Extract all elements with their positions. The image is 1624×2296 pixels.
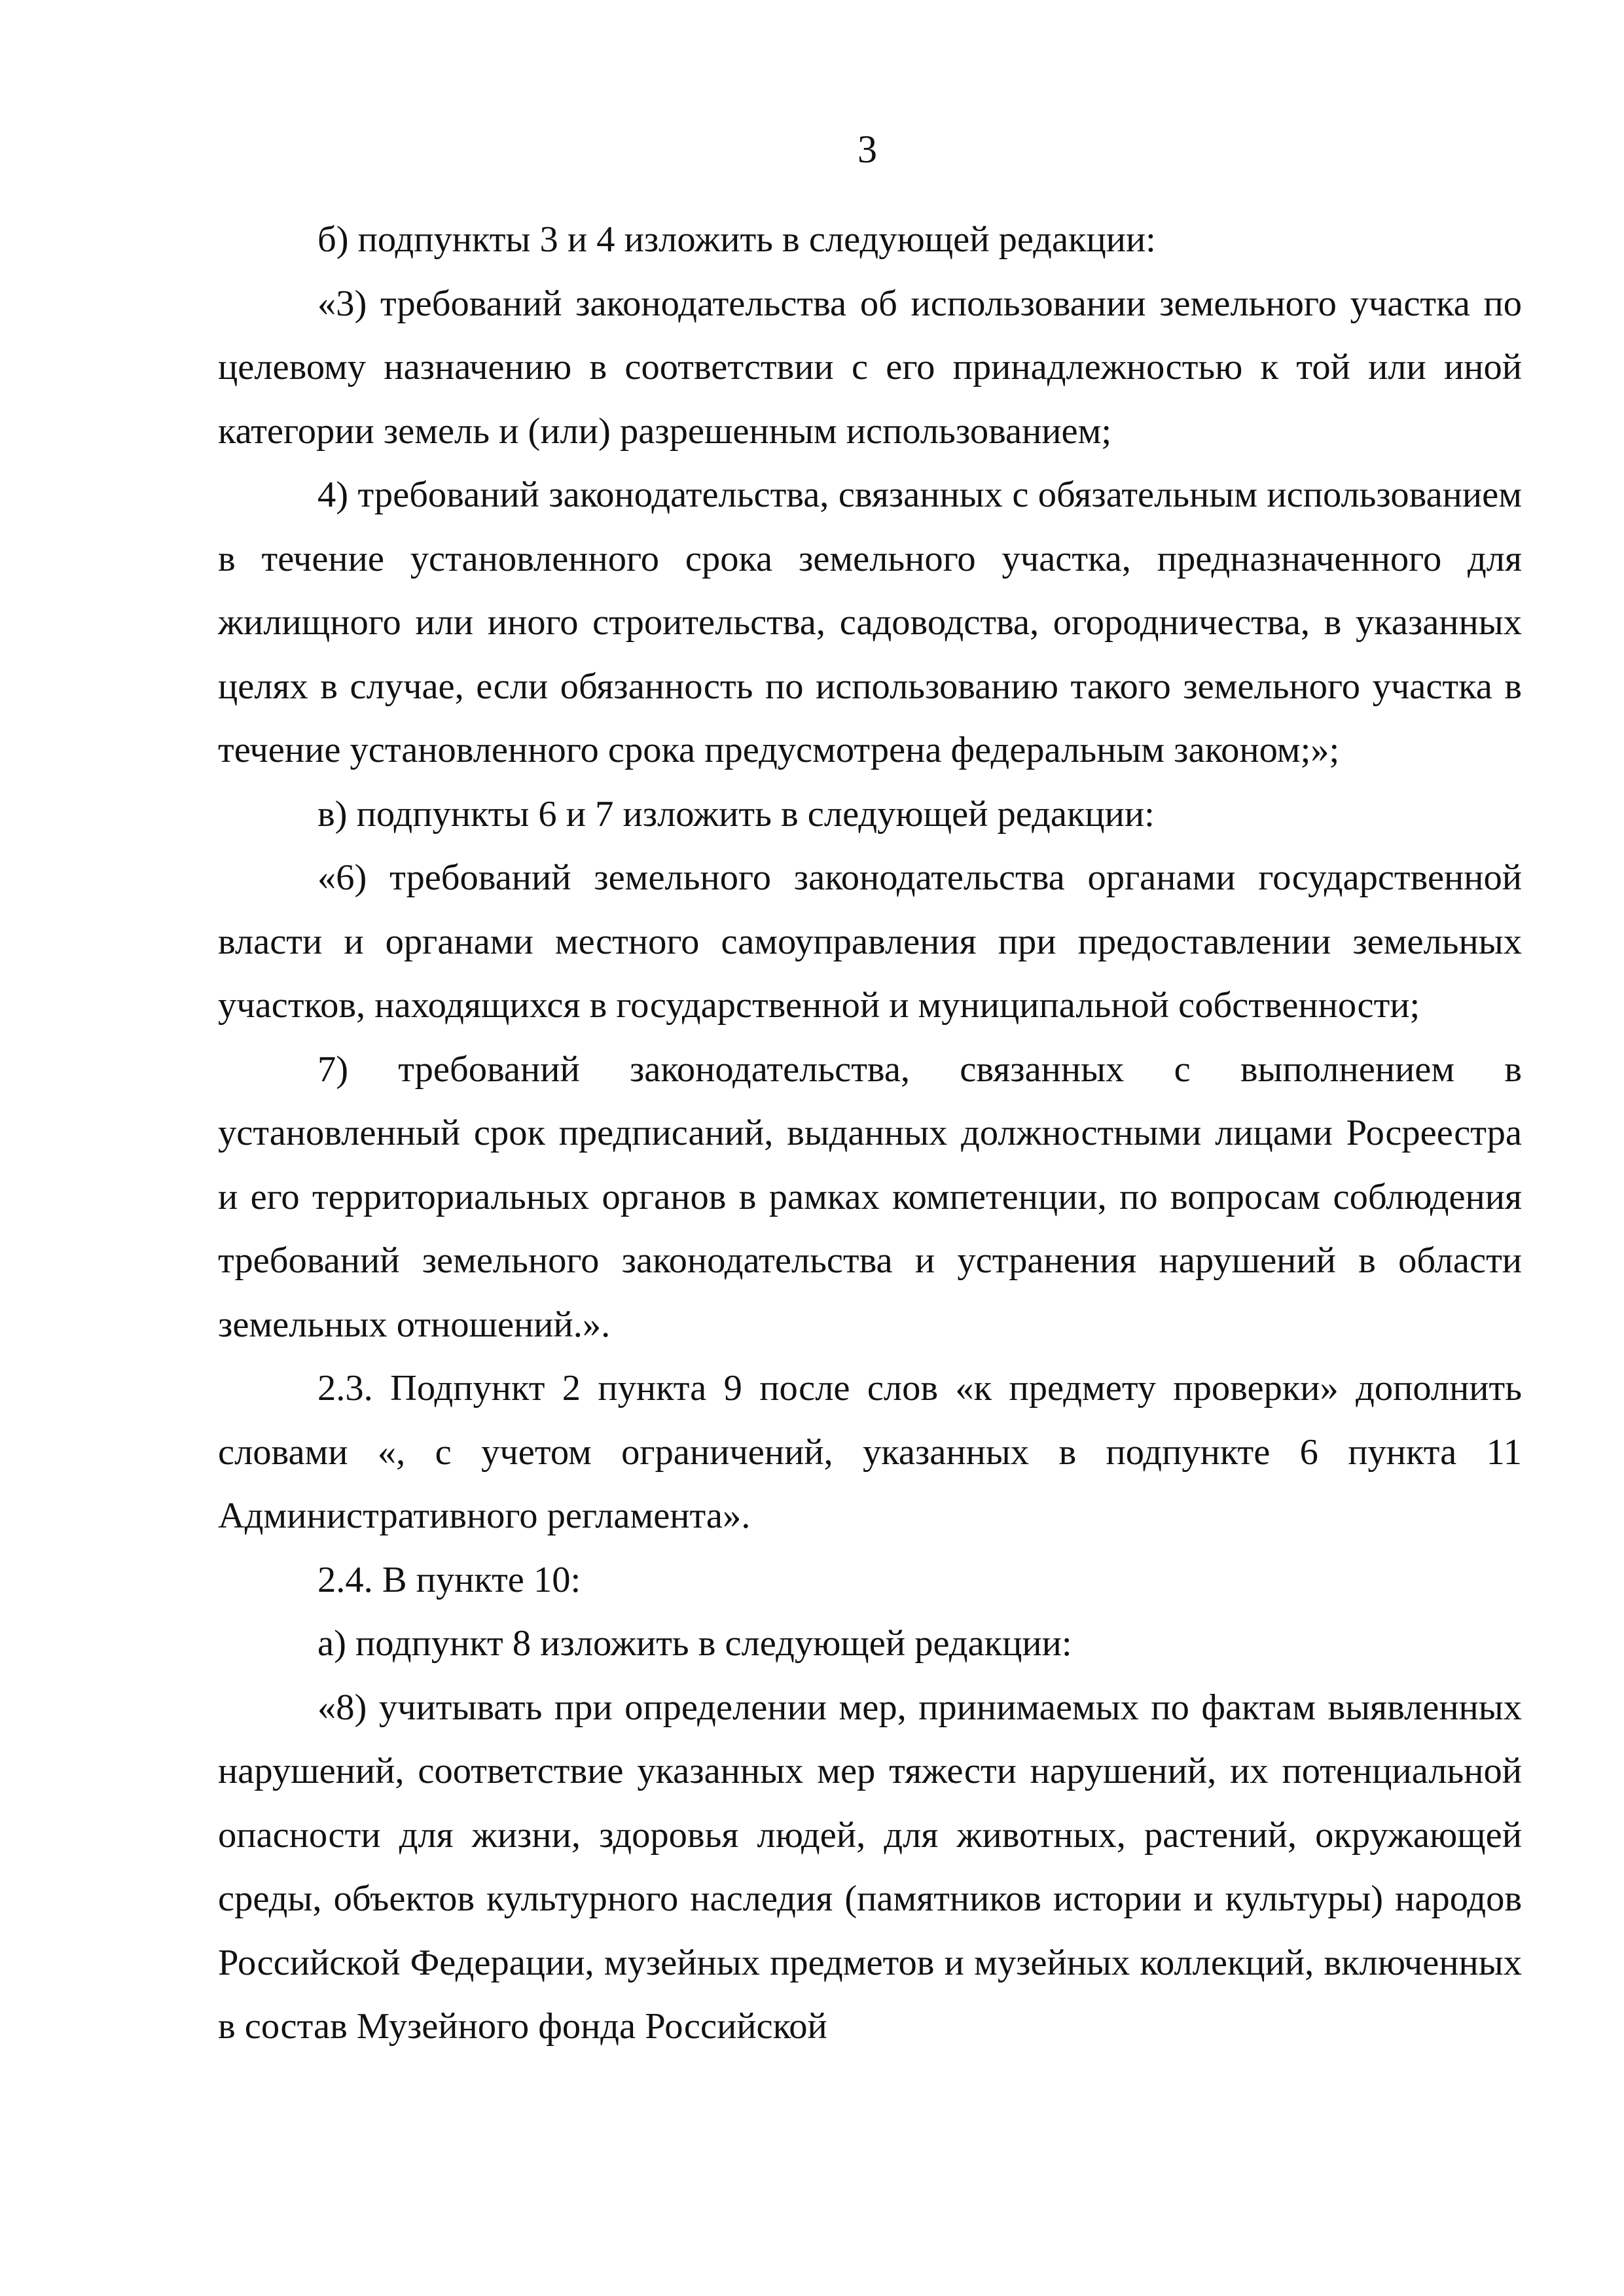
document-body: [218, 208, 1522, 2059]
paragraph-b-intro: б) подпункты 3 и 4 изложить в следующей редакции:: [317, 219, 1156, 260]
paragraph-v-intro: в) подпункты 6 и 7 изложить в следующей редакции:: [317, 793, 1155, 834]
paragraph-item-7: 7) требований законодательства, связанных с выполнением в установленный срок предписаний, выданных должностными лицами Росреестра и его территориальных органов в рамках компетенции, по вопросам соблюдения требований земельного законодательства и устранения нарушений в области земельных отношений.».: [218, 1049, 1522, 1345]
paragraph-item-4: 4) требований законодательства, связанных с обязательным использованием в течение установленного срока земельного участка, предназначенного для жилищного или иного строительства, садоводства, огородничества, в указанных целях в случае, если обязанность по использованию такого земельного участка в течение установленного срока предусмотрена федеральным законом;»;: [218, 475, 1522, 770]
page-number: 3: [857, 128, 877, 171]
paragraph-2-3: 2.3. Подпункт 2 пункта 9 после слов «к предмету проверки» дополнить словами «, с учетом ограничений, указанных в подпункте 6 пункта 11 Административного регламента».: [218, 1368, 1522, 1536]
paragraph-a-intro: а) подпункт 8 изложить в следующей редакции:: [317, 1623, 1072, 1664]
paragraph-2-4: 2.4. В пункте 10:: [317, 1559, 581, 1600]
paragraph-item-3: «3) требований законодательства об использовании земельного участка по целевому назначению в соответствии с его принадлежностью к той или иной категории земель и (или) разрешенным использованием;: [218, 283, 1522, 452]
paragraph-item-8: «8) учитывать при определении мер, принимаемых по фактам выявленных нарушений, соответствие указанных мер тяжести нарушений, их потенциальной опасности для жизни, здоровья людей, для животных, растений, окружающей среды, объектов культурного наследия (памятников истории и культуры) народов Российской Федерации, музейных предметов и музейных коллекций, включенных в состав Музейного фонда Российской: [218, 1687, 1522, 2047]
paragraph-item-6: «6) требований земельного законодательства органами государственной власти и органами местного самоуправления при предоставлении земельных участков, находящихся в государственной и муниципальной собственности;: [218, 857, 1522, 1026]
